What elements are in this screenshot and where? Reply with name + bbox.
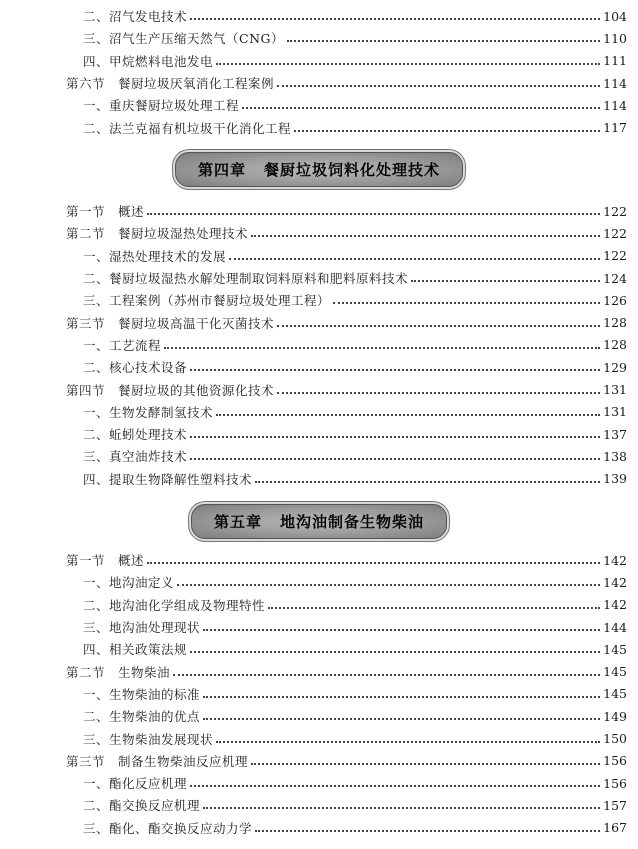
toc-entry-page-number: 114 (603, 75, 627, 91)
toc-entry-title: 二、酯交换反应机理 (83, 798, 201, 814)
toc-entry-page-number: 128 (603, 337, 627, 353)
toc-entry-page-number: 156 (603, 753, 627, 769)
toc-section-entry[interactable] (0, 378, 638, 400)
toc-entry-page-number: 122 (603, 203, 627, 219)
toc-section-entry[interactable] (0, 200, 638, 222)
dot-leader (242, 107, 600, 109)
toc-subsection-entry[interactable] (0, 638, 638, 660)
chapter-4-heading-wrap (0, 152, 638, 187)
dot-leader (177, 584, 600, 586)
dot-leader (216, 741, 600, 743)
toc-subsection-entry[interactable] (0, 401, 638, 423)
toc-entry-title: 四、甲烷燃料电池发电 (83, 53, 214, 69)
toc-entry-title: 一、酯化反应机理 (83, 776, 188, 792)
dot-leader (216, 414, 600, 416)
toc-entry-title: 一、工艺流程 (83, 337, 162, 353)
toc-entry-title: 第六节 餐厨垃圾厌氧消化工程案例 (66, 76, 275, 92)
chapter-5-title: 地沟油制备生物柴油 (280, 513, 425, 531)
toc-entry-page-number: 145 (603, 686, 627, 702)
toc-entry-title: 一、重庆餐厨垃圾处理工程 (83, 98, 240, 114)
dot-leader (190, 651, 600, 653)
toc-entry-page-number: 156 (603, 775, 627, 791)
dot-leader (268, 607, 600, 609)
dot-leader (203, 629, 600, 631)
toc-entry-title: 三、地沟油处理现状 (83, 620, 201, 636)
chapter-4-number: 第四章 (197, 161, 246, 179)
toc-section-entry[interactable] (0, 72, 638, 94)
toc-subsection-entry[interactable] (0, 50, 638, 72)
toc-entry-page-number: 104 (603, 8, 627, 24)
toc-entry-page-number: 128 (603, 315, 627, 331)
toc-entry-page-number: 139 (603, 471, 627, 487)
dot-leader (229, 258, 600, 260)
toc-entry-title: 二、法兰克福有机垃圾干化消化工程 (83, 120, 292, 136)
dot-leader (255, 830, 600, 832)
toc-entry-page-number: 157 (603, 797, 627, 813)
toc-entry-title: 一、地沟油定义 (83, 575, 175, 591)
toc-section-chapter-5 (0, 549, 638, 839)
toc-subsection-entry[interactable] (0, 468, 638, 490)
toc-entry-title: 三、沼气生产压缩天然气（CNG） (83, 31, 284, 47)
chapter-4-heading (175, 152, 463, 187)
toc-entry-page-number: 110 (603, 30, 627, 46)
toc-subsection-entry[interactable] (0, 27, 638, 49)
toc-subsection-entry[interactable] (0, 616, 638, 638)
toc-entry-title: 第三节 制备生物柴油反应机理 (66, 753, 249, 769)
toc-entry-page-number: 114 (603, 97, 627, 113)
toc-entry-title: 第一节 概述 (66, 553, 145, 569)
toc-entry-title: 三、生物柴油发展现状 (83, 731, 214, 747)
toc-subsection-entry[interactable] (0, 817, 638, 839)
toc-entry-title: 三、真空油炸技术 (83, 449, 188, 465)
toc-entry-page-number: 122 (603, 248, 627, 264)
dot-leader (190, 785, 600, 787)
toc-entry-title: 四、相关政策法规 (83, 642, 188, 658)
toc-subsection-entry[interactable] (0, 5, 638, 27)
toc-subsection-entry[interactable] (0, 356, 638, 378)
toc-entry-page-number: 144 (603, 619, 627, 635)
toc-entry-title: 四、提取生物降解性塑料技术 (83, 471, 253, 487)
dot-leader (287, 40, 600, 42)
dot-leader (277, 325, 600, 327)
dot-leader (203, 807, 600, 809)
dot-leader (203, 718, 600, 720)
dot-leader (411, 280, 600, 282)
toc-entry-title: 第四节 餐厨垃圾的其他资源化技术 (66, 382, 275, 398)
toc-entry-title: 一、生物发酵制氢技术 (83, 404, 214, 420)
dot-leader (190, 458, 600, 460)
toc-subsection-entry[interactable] (0, 94, 638, 116)
toc-entry-page-number: 142 (603, 574, 627, 590)
toc-subsection-entry[interactable] (0, 267, 638, 289)
toc-subsection-entry[interactable] (0, 772, 638, 794)
dot-leader (147, 562, 600, 564)
dot-leader (190, 18, 600, 20)
toc-entry-title: 三、酯化、酯交换反应动力学 (83, 820, 253, 836)
chapter-5-heading (191, 504, 447, 539)
toc-entry-page-number: 145 (603, 664, 627, 680)
toc-entry-page-number: 126 (603, 292, 627, 308)
toc-entry-title: 二、蚯蚓处理技术 (83, 427, 188, 443)
toc-entry-title: 第一节 概述 (66, 204, 145, 220)
toc-subsection-entry[interactable] (0, 683, 638, 705)
toc-entry-page-number: 137 (603, 426, 627, 442)
toc-entry-page-number: 124 (603, 270, 627, 286)
toc-entry-page-number: 149 (603, 708, 627, 724)
dot-leader (216, 63, 600, 65)
dot-leader (294, 130, 600, 132)
toc-entry-title: 一、生物柴油的标准 (83, 686, 201, 702)
toc-section-entry[interactable] (0, 222, 638, 244)
toc-entry-title: 第二节 餐厨垃圾湿热处理技术 (66, 226, 249, 242)
toc-entry-page-number: 111 (603, 53, 627, 69)
chapter-5-heading-wrap (0, 504, 638, 539)
toc-entry-page-number: 138 (603, 448, 627, 464)
toc-subsection-entry[interactable] (0, 705, 638, 727)
toc-entry-page-number: 142 (603, 552, 627, 568)
toc-subsection-entry[interactable] (0, 794, 638, 816)
toc-entry-page-number: 145 (603, 641, 627, 657)
toc-entry-page-number: 131 (603, 382, 627, 398)
toc-subsection-entry[interactable] (0, 445, 638, 467)
dot-leader (251, 763, 600, 765)
dot-leader (190, 436, 600, 438)
dot-leader (203, 696, 600, 698)
chapter-4-title: 餐厨垃圾饲料化处理技术 (264, 161, 441, 179)
dot-leader (277, 85, 600, 87)
toc-subsection-entry[interactable] (0, 594, 638, 616)
toc-entry-title: 第二节 生物柴油 (66, 664, 171, 680)
toc-section-entry[interactable] (0, 549, 638, 571)
toc-section-chapter-4 (0, 200, 638, 490)
toc-section-entry[interactable] (0, 660, 638, 682)
toc-subsection-entry[interactable] (0, 334, 638, 356)
toc-subsection-entry[interactable] (0, 571, 638, 593)
toc-entry-page-number: 131 (603, 404, 627, 420)
dot-leader (277, 392, 600, 394)
toc-entry-title: 二、地沟油化学组成及物理特性 (83, 597, 266, 613)
dot-leader (164, 347, 600, 349)
toc-subsection-entry[interactable] (0, 245, 638, 267)
dot-leader (251, 235, 600, 237)
toc-entry-title: 二、生物柴油的优点 (83, 709, 201, 725)
dot-leader (333, 302, 600, 304)
toc-entry-page-number: 117 (603, 120, 627, 136)
toc-entry-page-number: 167 (603, 820, 627, 836)
toc-entry-page-number: 150 (603, 731, 627, 747)
toc-subsection-entry[interactable] (0, 116, 638, 138)
dot-leader (190, 369, 600, 371)
toc-entry-title: 一、湿热处理技术的发展 (83, 248, 227, 264)
toc-subsection-entry[interactable] (0, 289, 638, 311)
dot-leader (147, 213, 600, 215)
toc-entry-title: 三、工程案例（苏州市餐厨垃圾处理工程） (83, 293, 331, 309)
toc-entry-page-number: 142 (603, 597, 627, 613)
chapter-5-number: 第五章 (213, 513, 262, 531)
toc-subsection-entry[interactable] (0, 727, 638, 749)
toc-subsection-entry[interactable] (0, 423, 638, 445)
toc-entry-title: 第三节 餐厨垃圾高温干化灭菌技术 (66, 315, 275, 331)
toc-entry-title: 二、餐厨垃圾湿热水解处理制取饲料原料和肥料原料技术 (83, 271, 409, 287)
toc-section-entry[interactable] (0, 311, 638, 333)
toc-section-entry[interactable] (0, 750, 638, 772)
toc-entry-page-number: 122 (603, 225, 627, 241)
dot-leader (173, 674, 600, 676)
toc-entry-page-number: 129 (603, 359, 627, 375)
toc-entry-title: 二、核心技术设备 (83, 360, 188, 376)
toc-section-top (0, 5, 638, 139)
toc-entry-title: 二、沼气发电技术 (83, 9, 188, 25)
dot-leader (255, 481, 600, 483)
